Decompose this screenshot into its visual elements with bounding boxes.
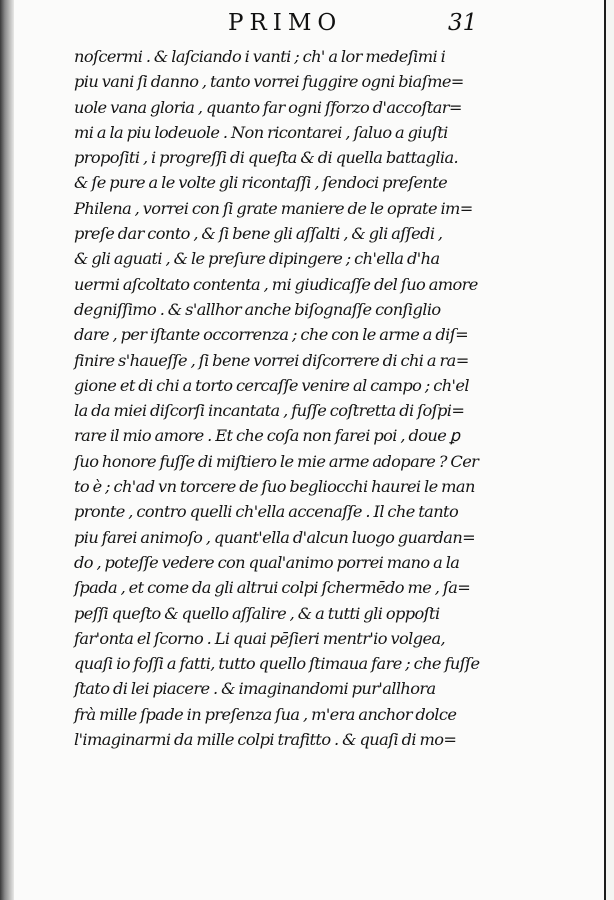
text-line: l'imaginarmi da mille colpi trafitto . & quaſi di mo= [74,730,457,750]
text-line: piu vani ſi danno , tanto vorrei fuggire ogni biaſme= [74,72,464,92]
text-line: far'onta el ſcorno . Li quai pēſieri mentr'io volgea, [74,628,446,648]
text-line: dare , per iſtante occorrenza ; che con le arme a diſ= [74,325,469,345]
text-line: & gli aguati , & le preſure dipingere ; ch'ella d'ha [74,249,440,269]
text-line: peſſi queſto & quello aſſalire , & a tutti gli oppoſti [74,603,440,623]
text-line: finire s'haueſſe , ſi bene vorrei diſcorrere di chi a ra= [74,350,469,370]
text-line: preſe dar conto , & ſi bene gli aſſalti , & gli aſſedi , [74,224,443,244]
running-head [0,6,614,40]
text-line: degniſſimo . & s'allhor anche biſognaſſe conſiglio [74,299,441,319]
text-line: & ſe pure a le volte gli ricontaſſi , ſendoci preſente [74,173,448,193]
text-line: to è ; ch'ad vn torcere de ſuo begliocchi haurei le man [74,477,475,497]
text-line: propoſiti , i progreſſi di queſta & di quella battaglia. [74,148,459,168]
page-edge [606,0,614,900]
text-line: ſuo honore fuſſe di miſtiero le mie arme adopare ? Cer [74,451,479,471]
text-line: mi a la piu lodeuole . Non ricontarei , ſaluo a giuſti [74,122,448,142]
text-line: pronte , contro quelli ch'ella accenaſſe . Il che tanto [74,502,459,522]
text-line: ſpada , et come da gli altrui colpi ſchermēdo me , ſa= [74,578,471,598]
text-line: la da miei diſcorſi incantata , fuſſe coſtretta di ſoſpi= [74,401,465,421]
binding-shadow [0,0,14,900]
text-line: quaſi io foſſi a fatti, tutto quello ſtimaua fare ; che fuſſe [74,654,480,674]
text-line: gione et di chi a torto cercaſſe venire al campo ; ch'el [74,375,469,395]
text-line: uole vana gloria , quanto far ogni ſforzo d'accoſtar= [74,97,462,117]
running-head-title: PRIMO [228,10,343,36]
text-line: piu farei animoſo , quant'ella d'alcun luogo guardan= [74,527,476,547]
text-line: frà mille ſpade in preſenza ſua , m'era anchor dolce [74,704,457,724]
text-line: ſtato di lei piacere . & imaginandomi pur'allhora [74,679,436,699]
text-line: Philena , vorrei con ſi grate maniere de le oprate im= [74,198,473,218]
page-number: 31 [448,10,478,36]
text-block [74,44,492,752]
text-line: rare il mio amore . Et che coſa non farei poi , doue ꝑ [74,426,460,446]
text-line: uermi aſcoltato contenta , mi giudicaſſe del ſuo amore [74,274,478,294]
text-line: do , poteſſe vedere con qual'animo porrei mano a la [74,552,460,572]
text-line: noſcermi . & laſciando i vanti ; ch' a lor medeſimi i [74,47,446,66]
